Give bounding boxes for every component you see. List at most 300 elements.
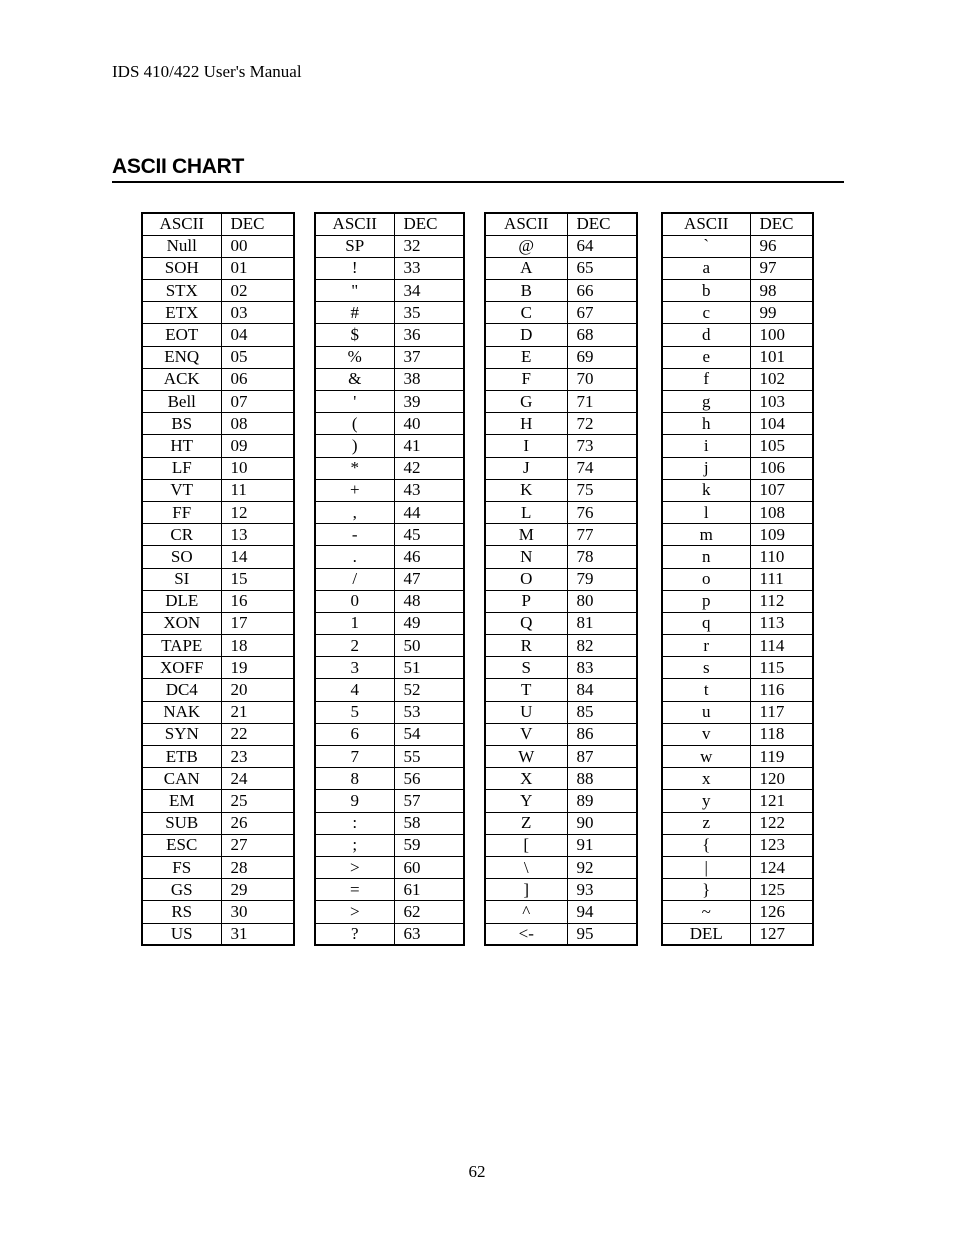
table-row [315,701,464,723]
table-row [485,790,637,812]
table-row [142,768,294,790]
dec-cell: 30 [221,901,294,923]
dec-cell: 77 [567,524,637,546]
ascii-cell: SI [142,568,221,590]
dec-cell: 49 [394,612,464,634]
ascii-cell: RS [142,901,221,923]
dec-cell: 25 [221,790,294,812]
dec-cell: 81 [567,612,637,634]
table-row [485,568,637,590]
table-row [662,834,813,856]
table-row [315,790,464,812]
ascii-cell: R [485,635,567,657]
table-row [315,413,464,435]
ascii-cell: r [662,635,750,657]
dec-cell: 55 [394,746,464,768]
dec-cell: 33 [394,257,464,279]
ascii-cell: l [662,501,750,523]
table-header-row [142,213,294,235]
ascii-cell: f [662,368,750,390]
table-row [485,413,637,435]
dec-cell: 127 [750,923,813,945]
dec-cell: 74 [567,457,637,479]
table-row [662,590,813,612]
ascii-cell: ENQ [142,346,221,368]
ascii-cell: EM [142,790,221,812]
table-row [142,701,294,723]
table-row [142,812,294,834]
table-row [662,280,813,302]
dec-cell: 65 [567,257,637,279]
column-header-dec: DEC [567,213,637,235]
dec-cell: 50 [394,635,464,657]
ascii-cell: O [485,568,567,590]
ascii-cell: SO [142,546,221,568]
ascii-cell: s [662,657,750,679]
table-row [315,635,464,657]
dec-cell: 76 [567,501,637,523]
dec-cell: 38 [394,368,464,390]
table-row [485,723,637,745]
table-header-row [315,213,464,235]
ascii-cell: TAPE [142,635,221,657]
table-row [142,723,294,745]
ascii-cell: h [662,413,750,435]
dec-cell: 83 [567,657,637,679]
table-row [142,879,294,901]
table-row [662,790,813,812]
table-row [315,435,464,457]
table-row [662,812,813,834]
dec-cell: 104 [750,413,813,435]
dec-cell: 06 [221,368,294,390]
ascii-cell: : [315,812,394,834]
ascii-cell: a [662,257,750,279]
ascii-cell: S [485,657,567,679]
ascii-cell: k [662,479,750,501]
table-row [485,768,637,790]
table-row [315,923,464,945]
table-row [662,635,813,657]
ascii-cell: ' [315,391,394,413]
ascii-cell: CAN [142,768,221,790]
table-row [142,257,294,279]
ascii-cell: ^ [485,901,567,923]
table-row [315,657,464,679]
dec-cell: 67 [567,302,637,324]
table-row [315,479,464,501]
dec-cell: 96 [750,235,813,257]
ascii-cell: M [485,524,567,546]
table-row [485,856,637,878]
dec-cell: 21 [221,701,294,723]
table-row [662,368,813,390]
table-row [315,324,464,346]
table-row [142,280,294,302]
table-row [315,590,464,612]
dec-cell: 75 [567,479,637,501]
table-row [142,590,294,612]
ascii-cell: ) [315,435,394,457]
ascii-cell: <- [485,923,567,945]
table-row [662,501,813,523]
ascii-cell: C [485,302,567,324]
ascii-cell: > [315,856,394,878]
table-row [142,923,294,945]
dec-cell: 95 [567,923,637,945]
dec-cell: 98 [750,280,813,302]
ascii-cell: b [662,280,750,302]
table-row [315,302,464,324]
table-row [315,235,464,257]
table-row [485,346,637,368]
ascii-cell: 7 [315,746,394,768]
dec-cell: 69 [567,346,637,368]
dec-cell: 22 [221,723,294,745]
ascii-cell: DEL [662,923,750,945]
dec-cell: 19 [221,657,294,679]
ascii-cell: c [662,302,750,324]
table-row [142,856,294,878]
ascii-cell: L [485,501,567,523]
ascii-cell: SP [315,235,394,257]
dec-cell: 119 [750,746,813,768]
dec-cell: 99 [750,302,813,324]
ascii-cell: G [485,391,567,413]
ascii-cell: V [485,723,567,745]
table-row [142,568,294,590]
column-header-dec: DEC [221,213,294,235]
ascii-cell: $ [315,324,394,346]
dec-cell: 105 [750,435,813,457]
table-row [485,546,637,568]
dec-cell: 112 [750,590,813,612]
ascii-cell: v [662,723,750,745]
ascii-cell: [ [485,834,567,856]
dec-cell: 27 [221,834,294,856]
table-row [485,834,637,856]
ascii-cell: } [662,879,750,901]
ascii-cell: XOFF [142,657,221,679]
table-row [142,435,294,457]
dec-cell: 28 [221,856,294,878]
table-row [142,657,294,679]
ascii-cell: y [662,790,750,812]
dec-cell: 29 [221,879,294,901]
table-row [485,302,637,324]
dec-cell: 79 [567,568,637,590]
table-row [485,612,637,634]
dec-cell: 78 [567,546,637,568]
table-row [315,879,464,901]
ascii-cell: SUB [142,812,221,834]
table-row [142,457,294,479]
ascii-cell: D [485,324,567,346]
dec-cell: 62 [394,901,464,923]
ascii-cell: p [662,590,750,612]
ascii-cell: T [485,679,567,701]
ascii-cell: , [315,501,394,523]
ascii-cell: ] [485,879,567,901]
ascii-cell: H [485,413,567,435]
table-row [662,856,813,878]
dec-cell: 59 [394,834,464,856]
dec-cell: 93 [567,879,637,901]
table-row [662,257,813,279]
table-row [142,635,294,657]
table-row [485,324,637,346]
table-row [315,812,464,834]
ascii-cell: t [662,679,750,701]
table-row [485,457,637,479]
ascii-cell: LF [142,457,221,479]
ascii-cell: 6 [315,723,394,745]
table-row [142,368,294,390]
ascii-cell: 8 [315,768,394,790]
table-row [485,923,637,945]
ascii-cell: \ [485,856,567,878]
dec-cell: 114 [750,635,813,657]
table-row [485,257,637,279]
ascii-cell: DC4 [142,679,221,701]
dec-cell: 32 [394,235,464,257]
ascii-cell: n [662,546,750,568]
dec-cell: 01 [221,257,294,279]
dec-cell: 100 [750,324,813,346]
ascii-table-block-3 [484,212,638,946]
ascii-cell: K [485,479,567,501]
dec-cell: 115 [750,657,813,679]
dec-cell: 70 [567,368,637,390]
dec-cell: 54 [394,723,464,745]
dec-cell: 68 [567,324,637,346]
table-row [662,346,813,368]
dec-cell: 103 [750,391,813,413]
dec-cell: 80 [567,590,637,612]
dec-cell: 121 [750,790,813,812]
dec-cell: 34 [394,280,464,302]
table-row [315,568,464,590]
table-row [662,435,813,457]
dec-cell: 85 [567,701,637,723]
table-row [662,879,813,901]
dec-cell: 26 [221,812,294,834]
dec-cell: 66 [567,280,637,302]
table-row [662,457,813,479]
section-title: ASCII CHART [112,155,844,183]
ascii-cell: GS [142,879,221,901]
ascii-cell: ` [662,235,750,257]
dec-cell: 12 [221,501,294,523]
table-row [315,368,464,390]
dec-cell: 82 [567,635,637,657]
dec-cell: 13 [221,524,294,546]
ascii-cell: 3 [315,657,394,679]
dec-cell: 43 [394,479,464,501]
ascii-cell: BS [142,413,221,435]
ascii-cell: ; [315,834,394,856]
table-row [485,368,637,390]
table-row [142,324,294,346]
ascii-cell: US [142,923,221,945]
dec-cell: 03 [221,302,294,324]
dec-cell: 113 [750,612,813,634]
dec-cell: 42 [394,457,464,479]
ascii-cell: HT [142,435,221,457]
dec-cell: 02 [221,280,294,302]
ascii-table-block-1 [141,212,295,946]
ascii-cell: ESC [142,834,221,856]
dec-cell: 107 [750,479,813,501]
dec-cell: 89 [567,790,637,812]
dec-cell: 110 [750,546,813,568]
table-row [315,280,464,302]
dec-cell: 72 [567,413,637,435]
running-header: IDS 410/422 User's Manual [112,62,302,81]
ascii-cell: N [485,546,567,568]
ascii-cell: SOH [142,257,221,279]
table-row [662,612,813,634]
ascii-cell: CR [142,524,221,546]
ascii-cell: o [662,568,750,590]
ascii-cell: ETB [142,746,221,768]
table-row [315,524,464,546]
ascii-cell: 1 [315,612,394,634]
table-row [142,790,294,812]
dec-cell: 101 [750,346,813,368]
ascii-cell: X [485,768,567,790]
table-row [315,834,464,856]
table-row [485,524,637,546]
dec-cell: 15 [221,568,294,590]
table-row [485,901,637,923]
ascii-cell: 4 [315,679,394,701]
table-row [662,413,813,435]
ascii-cell: " [315,280,394,302]
dec-cell: 63 [394,923,464,945]
dec-cell: 118 [750,723,813,745]
ascii-cell: EOT [142,324,221,346]
table-row [485,479,637,501]
column-header-ascii: ASCII [485,213,567,235]
table-row [662,302,813,324]
table-row [485,435,637,457]
table-row [662,524,813,546]
table-row [485,235,637,257]
ascii-cell: ~ [662,901,750,923]
ascii-cell: Y [485,790,567,812]
table-row [142,746,294,768]
ascii-cell: F [485,368,567,390]
dec-cell: 31 [221,923,294,945]
ascii-cell: ? [315,923,394,945]
dec-cell: 120 [750,768,813,790]
dec-cell: 87 [567,746,637,768]
dec-cell: 53 [394,701,464,723]
table-row [315,257,464,279]
dec-cell: 123 [750,834,813,856]
column-header-dec: DEC [750,213,813,235]
ascii-cell: = [315,879,394,901]
table-row [485,812,637,834]
dec-cell: 124 [750,856,813,878]
dec-cell: 58 [394,812,464,834]
ascii-cell: 5 [315,701,394,723]
table-row [315,546,464,568]
dec-cell: 09 [221,435,294,457]
dec-cell: 52 [394,679,464,701]
ascii-cell: 2 [315,635,394,657]
ascii-cell: q [662,612,750,634]
ascii-cell: + [315,479,394,501]
ascii-cell: % [315,346,394,368]
table-row [315,501,464,523]
ascii-cell: E [485,346,567,368]
dec-cell: 117 [750,701,813,723]
ascii-cell: XON [142,612,221,634]
dec-cell: 39 [394,391,464,413]
dec-cell: 36 [394,324,464,346]
table-row [142,612,294,634]
table-row [315,723,464,745]
dec-cell: 37 [394,346,464,368]
ascii-cell: ! [315,257,394,279]
table-row [662,391,813,413]
dec-cell: 109 [750,524,813,546]
column-header-ascii: ASCII [142,213,221,235]
dec-cell: 40 [394,413,464,435]
ascii-cell: ACK [142,368,221,390]
ascii-cell: 9 [315,790,394,812]
table-row [315,346,464,368]
dec-cell: 07 [221,391,294,413]
table-row [662,546,813,568]
dec-cell: 04 [221,324,294,346]
dec-cell: 88 [567,768,637,790]
ascii-cell: FF [142,501,221,523]
dec-cell: 14 [221,546,294,568]
ascii-cell: DLE [142,590,221,612]
table-row [315,612,464,634]
table-row [662,479,813,501]
ascii-cell: W [485,746,567,768]
ascii-cell: / [315,568,394,590]
ascii-cell: J [485,457,567,479]
table-row [662,701,813,723]
dec-cell: 73 [567,435,637,457]
table-row [485,501,637,523]
ascii-cell: - [315,524,394,546]
dec-cell: 61 [394,879,464,901]
ascii-cell: U [485,701,567,723]
table-row [315,746,464,768]
ascii-cell: u [662,701,750,723]
ascii-cell: I [485,435,567,457]
ascii-cell: x [662,768,750,790]
table-row [142,302,294,324]
dec-cell: 05 [221,346,294,368]
table-row [142,679,294,701]
dec-cell: 92 [567,856,637,878]
table-row [315,391,464,413]
ascii-cell: d [662,324,750,346]
dec-cell: 97 [750,257,813,279]
table-row [662,568,813,590]
table-row [315,856,464,878]
dec-cell: 51 [394,657,464,679]
table-row [485,746,637,768]
table-row [142,479,294,501]
